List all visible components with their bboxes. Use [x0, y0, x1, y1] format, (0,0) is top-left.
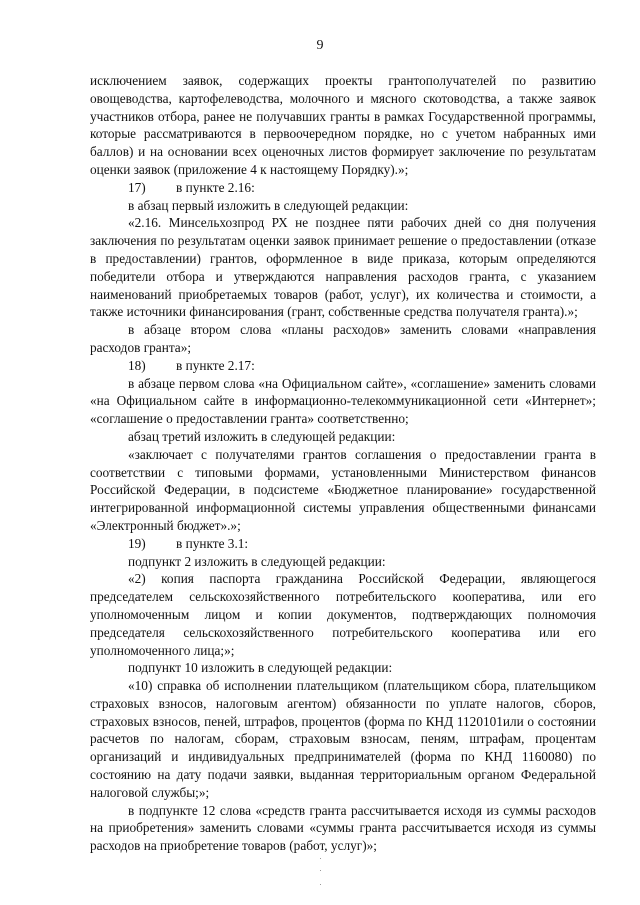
paragraph: в абзац первый изложить в следующей редакции: [128, 197, 409, 213]
paragraph: «заключает с получателями грантов соглашения о предоставлении гранта в соответствии с типовыми формами, установленными Министерством финансов Российской Федерации, в подсистеме «Бюджетное планирование» государственной интегрированной информационной системы управления общественными финансами «Электронный бюджет».»; [90, 446, 596, 533]
paragraph-continuation: исключением заявок, содержащих проекты грантополучателей по развитию овощеводства, картофелеводства, молочного и мясного скотоводства, а также заявок участников отбора, ранее не получавших гранты в рамках Государственной программы, которые рассматриваются в первоочередном порядке, но с учетом набранных ими баллов) и на основании всех оценочных листов формирует заключение по результатам оценки заявок (приложение 4 к настоящему Порядку).»; [90, 73, 596, 177]
paragraph: «2) копия паспорта гражданина Российской Федерации, являющегося председателем сельскохозяйственного потребительского кооператива, или его уполномоченным лицом и копии документов, подтверждающих полномочия председателя сельскохозяйственного потребительского кооператива или его уполномоченного лица;»; [90, 571, 596, 658]
scan-specks [320, 858, 324, 888]
item-number: 19) [128, 535, 146, 551]
paragraph: в подпункте 12 слова «средств гранта рассчитывается исходя из суммы расходов на приобретения» заменить словами «суммы гранта рассчитывается исходя из суммы расходов на приобретение товаров (работ, услуг)»; [90, 802, 596, 854]
page-number: 9 [316, 38, 324, 53]
paragraph: «10) справка об исполнении плательщиком (плательщиком сбора, плательщиком страховых взносов, налоговым агентом) обязанности по уплате налогов, сборов, страховых взносов, пеней, штрафов, процентов (форма по КНД 1120101или о состоянии расчетов по налогам, сборам, страховым взносам, пеням, штрафам, процентам организаций и индивидуальных предпринимателей (форма по КНД 1160080) по состоянию на дату подачи заявки, выданная территориальным органом Федеральной налоговой службы;»; [90, 678, 596, 800]
item-text: в пункте 2.16: [176, 179, 255, 195]
item-text: в пункте 3.1: [176, 535, 249, 551]
paragraph: «2.16. Минсельхозпрод РХ не позднее пяти рабочих дней со дня получения заключения по результатам оценки заявок принимает решение о предоставлении (отказе в предоставлении) грантов, оформленное в виде приказа, которым определяются победители отбора и утверждаются направления расходов гранта, с указанием наименований приобретаемых товаров (работ, услуг), их количества и стоимости, а также источники финансирования (грант, собственные средства получателя гранта).»; [90, 215, 596, 320]
item-text: в пункте 2.17: [176, 357, 255, 373]
list-item-17 [90, 179, 596, 197]
list-item-18 [90, 357, 596, 375]
item-number: 17) [128, 179, 146, 195]
list-item-19 [90, 535, 596, 553]
paragraph: подпункт 2 изложить в следующей редакции: [128, 553, 386, 569]
paragraph: в абзаце первом слова «на Официальном сайте», «соглашение» заменить словами «на Официальном сайте в информационно-телекоммуникационной сети «Интернет»; «соглашение о предоставлении гранта» соответственно; [90, 375, 596, 427]
paragraph: подпункт 10 изложить в следующей редакции: [128, 660, 393, 676]
item-number: 18) [128, 357, 146, 373]
paragraph: в абзаце втором слова «планы расходов» заменить словами «направления расходов гранта»; [90, 322, 596, 355]
paragraph: абзац третий изложить в следующей редакции: [128, 428, 396, 444]
document-body [90, 72, 596, 855]
